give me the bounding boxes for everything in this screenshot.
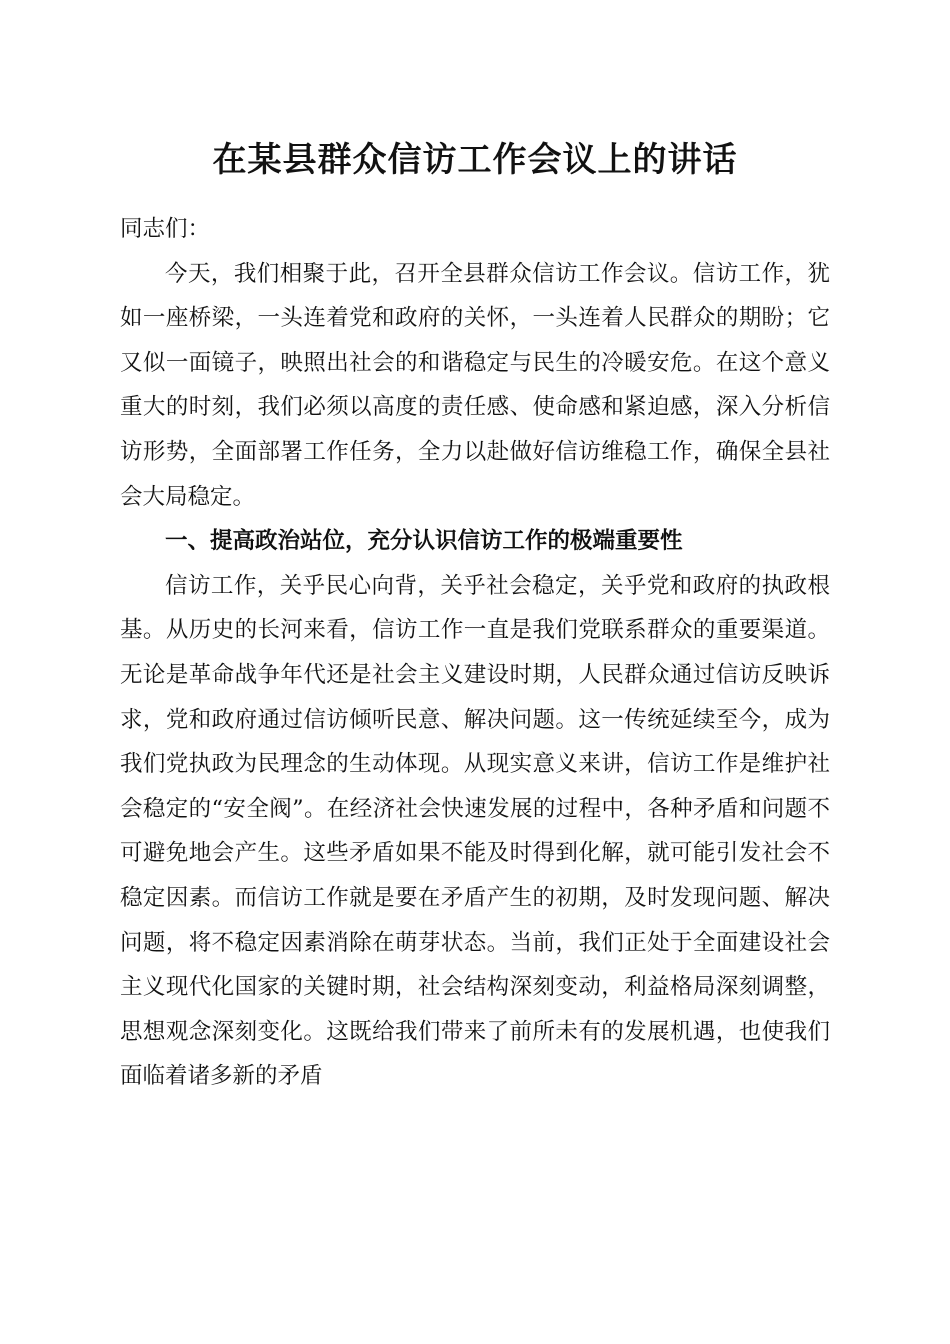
section-paragraph: 信访工作，关乎民心向背，关乎社会稳定，关乎党和政府的执政根基。从历史的长河来看，信访工作一直是我们党联系群众的重要渠道。无论是革命战争年代还是社会主义建设时期，人民群众通过信访反映诉求，党和政府通过信访倾听民意、解决问题。这一传统延续至今，成为我们党执政为民理念的生动体现。从现实意义来讲，信访工作是维护社会稳定的“安全阀”。在经济社会快速发展的过程中，各种矛盾和问题不可避免地会产生。这些矛盾如果不能及时得到化解，就可能引发社会不稳定因素。而信访工作就是要在矛盾产生的初期，及时发现问题、解决问题，将不稳定因素消除在萌芽状态。当前，我们正处于全面建设社会主义现代化国家的关键时期，社会结构深刻变动，利益格局深刻调整，思想观念深刻变化。这既给我们带来了前所未有的发展机遇，也使我们面临着诸多新的矛盾 xyxy=(120,572,830,1090)
document-body xyxy=(120,207,830,1099)
salutation: 同志们： xyxy=(120,216,211,242)
intro-paragraph: 今天，我们相聚于此，召开全县群众信访工作会议。信访工作，犹如一座桥梁，一头连着党和政府的关怀，一头连着人民群众的期盼；它又似一面镜子，映照出社会的和谐稳定与民生的冷暖安危。在这个意义重大的时刻，我们必须以高度的责任感、使命感和紧迫感，深入分析信访形势，全面部署工作任务，全力以赴做好信访维稳工作，确保全县社会大局稳定。 xyxy=(120,260,830,510)
document-title: 在某县群众信访工作会议上的讲话 xyxy=(212,140,738,180)
section-heading: 一、提高政治站位，充分认识信访工作的极端重要性 xyxy=(165,528,683,555)
